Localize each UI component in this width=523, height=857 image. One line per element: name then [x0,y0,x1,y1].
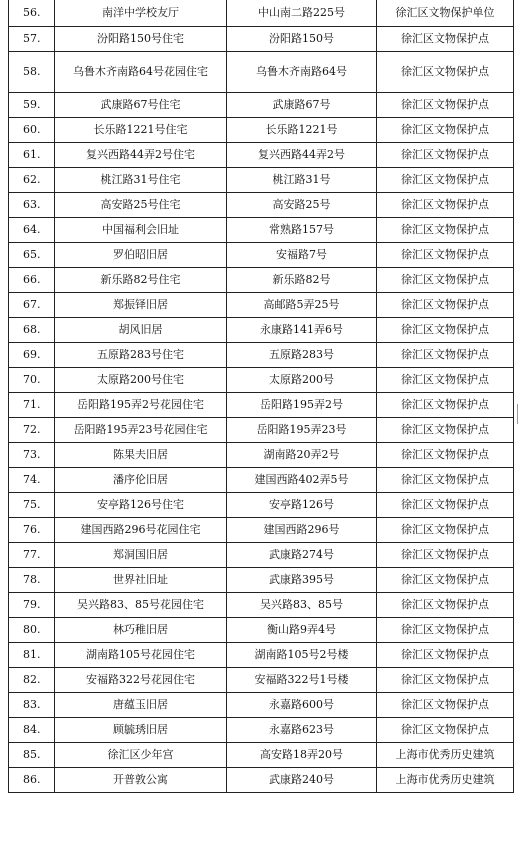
protection-level-cell: 徐汇区文物保护点 [377,618,514,643]
table-row [9,368,514,393]
row-number-cell: 77. [9,543,55,568]
site-address-cell: 长乐路1221号 [227,118,377,143]
site-address-cell: 湖南路105号2号楼 [227,643,377,668]
site-name-cell: 汾阳路150号住宅 [55,27,227,52]
site-address-cell: 岳阳路195弄23号 [227,418,377,443]
table-row [9,27,514,52]
site-name-cell: 吴兴路83、85号花园住宅 [55,593,227,618]
row-number-cell: 67. [9,293,55,318]
table-row [9,268,514,293]
table-row [9,743,514,768]
heritage-sites-table [8,0,514,793]
site-name-cell: 长乐路1221号住宅 [55,118,227,143]
site-address-cell: 武康路67号 [227,93,377,118]
row-number-cell: 74. [9,468,55,493]
table-row [9,193,514,218]
protection-level-cell: 徐汇区文物保护点 [377,343,514,368]
site-name-cell: 安福路322号花园住宅 [55,668,227,693]
site-address-cell: 高安路18弄20号 [227,743,377,768]
protection-level-cell: 徐汇区文物保护点 [377,593,514,618]
site-address-cell: 永嘉路623号 [227,718,377,743]
table-row [9,168,514,193]
protection-level-cell: 徐汇区文物保护点 [377,543,514,568]
row-number-cell: 58. [9,52,55,93]
heritage-sites-table-page [8,0,513,793]
site-address-cell: 常熟路157号 [227,218,377,243]
table-row [9,668,514,693]
row-number-cell: 86. [9,768,55,793]
row-number-cell: 61. [9,143,55,168]
table-row [9,443,514,468]
site-address-cell: 永嘉路600号 [227,693,377,718]
site-name-cell: 安亭路126号住宅 [55,493,227,518]
row-number-cell: 72. [9,418,55,443]
row-number-cell: 68. [9,318,55,343]
site-address-cell: 武康路240号 [227,768,377,793]
row-number-cell: 75. [9,493,55,518]
protection-level-cell: 徐汇区文物保护点 [377,368,514,393]
site-address-cell: 新乐路82号 [227,268,377,293]
site-name-cell: 复兴西路44弄2号住宅 [55,143,227,168]
protection-level-cell: 徐汇区文物保护点 [377,643,514,668]
protection-level-cell: 徐汇区文物保护点 [377,443,514,468]
protection-level-cell: 徐汇区文物保护点 [377,27,514,52]
protection-level-cell: 徐汇区文物保护点 [377,718,514,743]
site-name-cell: 建国西路296号花园住宅 [55,518,227,543]
protection-level-cell: 徐汇区文物保护点 [377,168,514,193]
protection-level-cell: 徐汇区文物保护点 [377,493,514,518]
table-row [9,0,514,27]
site-name-cell: 南洋中学校友厅 [55,0,227,27]
site-name-cell: 唐蕴玉旧居 [55,693,227,718]
protection-level-cell: 徐汇区文物保护点 [377,52,514,93]
site-address-cell: 汾阳路150号 [227,27,377,52]
site-name-cell: 武康路67号住宅 [55,93,227,118]
table-row [9,393,514,418]
protection-level-cell: 徐汇区文物保护单位 [377,0,514,27]
site-address-cell: 高安路25号 [227,193,377,218]
site-address-cell: 建国西路296号 [227,518,377,543]
row-number-cell: 83. [9,693,55,718]
protection-level-cell: 徐汇区文物保护点 [377,393,514,418]
table-row [9,593,514,618]
table-row [9,118,514,143]
row-number-cell: 79. [9,593,55,618]
row-number-cell: 73. [9,443,55,468]
row-number-cell: 69. [9,343,55,368]
site-name-cell: 林巧稚旧居 [55,618,227,643]
site-address-cell: 太原路200号 [227,368,377,393]
protection-level-cell: 上海市优秀历史建筑 [377,743,514,768]
site-address-cell: 武康路395号 [227,568,377,593]
site-address-cell: 桃江路31号 [227,168,377,193]
row-number-cell: 66. [9,268,55,293]
table-row [9,418,514,443]
site-name-cell: 徐汇区少年宫 [55,743,227,768]
site-name-cell: 罗伯昭旧居 [55,243,227,268]
row-number-cell: 82. [9,668,55,693]
site-address-cell: 吴兴路83、85号 [227,593,377,618]
site-name-cell: 郑洞国旧居 [55,543,227,568]
protection-level-cell: 徐汇区文物保护点 [377,568,514,593]
table-row [9,318,514,343]
site-name-cell: 高安路25号住宅 [55,193,227,218]
protection-level-cell: 徐汇区文物保护点 [377,318,514,343]
site-address-cell: 安福路322号1号楼 [227,668,377,693]
protection-level-cell: 徐汇区文物保护点 [377,218,514,243]
table-row [9,718,514,743]
protection-level-cell: 徐汇区文物保护点 [377,418,514,443]
table-row [9,243,514,268]
row-number-cell: 81. [9,643,55,668]
site-address-cell: 中山南二路225号 [227,0,377,27]
site-name-cell: 顾毓琇旧居 [55,718,227,743]
protection-level-cell: 徐汇区文物保护点 [377,118,514,143]
site-address-cell: 湖南路20弄2号 [227,443,377,468]
site-address-cell: 衡山路9弄4号 [227,618,377,643]
table-row [9,768,514,793]
protection-level-cell: 徐汇区文物保护点 [377,143,514,168]
table-row [9,493,514,518]
table-row [9,543,514,568]
site-name-cell: 乌鲁木齐南路64号花园住宅 [55,52,227,93]
row-number-cell: 56. [9,0,55,27]
row-number-cell: 63. [9,193,55,218]
row-number-cell: 64. [9,218,55,243]
protection-level-cell: 上海市优秀历史建筑 [377,768,514,793]
site-name-cell: 湖南路105号花园住宅 [55,643,227,668]
site-name-cell: 潘序伦旧居 [55,468,227,493]
protection-level-cell: 徐汇区文物保护点 [377,518,514,543]
protection-level-cell: 徐汇区文物保护点 [377,668,514,693]
table-row [9,693,514,718]
site-name-cell: 岳阳路195弄2号花园住宅 [55,393,227,418]
site-address-cell: 武康路274号 [227,543,377,568]
site-address-cell: 岳阳路195弄2号 [227,393,377,418]
row-number-cell: 85. [9,743,55,768]
row-number-cell: 76. [9,518,55,543]
protection-level-cell: 徐汇区文物保护点 [377,193,514,218]
protection-level-cell: 徐汇区文物保护点 [377,468,514,493]
site-address-cell: 五原路283号 [227,343,377,368]
row-number-cell: 57. [9,27,55,52]
row-number-cell: 71. [9,393,55,418]
row-number-cell: 60. [9,118,55,143]
table-row [9,343,514,368]
protection-level-cell: 徐汇区文物保护点 [377,693,514,718]
site-name-cell: 世界社旧址 [55,568,227,593]
site-name-cell: 桃江路31号住宅 [55,168,227,193]
table-row [9,52,514,93]
table-row [9,468,514,493]
site-address-cell: 安福路7号 [227,243,377,268]
row-number-cell: 80. [9,618,55,643]
protection-level-cell: 徐汇区文物保护点 [377,293,514,318]
page-edge-marker [517,404,518,424]
protection-level-cell: 徐汇区文物保护点 [377,93,514,118]
site-address-cell: 永康路141弄6号 [227,318,377,343]
protection-level-cell: 徐汇区文物保护点 [377,243,514,268]
row-number-cell: 78. [9,568,55,593]
site-name-cell: 郑振铎旧居 [55,293,227,318]
row-number-cell: 59. [9,93,55,118]
table-row [9,643,514,668]
protection-level-cell: 徐汇区文物保护点 [377,268,514,293]
row-number-cell: 62. [9,168,55,193]
site-name-cell: 岳阳路195弄23号花园住宅 [55,418,227,443]
row-number-cell: 65. [9,243,55,268]
table-row [9,143,514,168]
site-name-cell: 五原路283号住宅 [55,343,227,368]
site-address-cell: 复兴西路44弄2号 [227,143,377,168]
site-address-cell: 乌鲁木齐南路64号 [227,52,377,93]
row-number-cell: 70. [9,368,55,393]
table-row [9,218,514,243]
row-number-cell: 84. [9,718,55,743]
table-row [9,93,514,118]
site-address-cell: 高邮路5弄25号 [227,293,377,318]
site-address-cell: 安亭路126号 [227,493,377,518]
table-row [9,618,514,643]
site-name-cell: 胡风旧居 [55,318,227,343]
table-row [9,518,514,543]
table-row [9,293,514,318]
site-address-cell: 建国西路402弄5号 [227,468,377,493]
site-name-cell: 开普敦公寓 [55,768,227,793]
table-row [9,568,514,593]
site-name-cell: 太原路200号住宅 [55,368,227,393]
site-name-cell: 陈果夫旧居 [55,443,227,468]
site-name-cell: 中国福利会旧址 [55,218,227,243]
site-name-cell: 新乐路82号住宅 [55,268,227,293]
